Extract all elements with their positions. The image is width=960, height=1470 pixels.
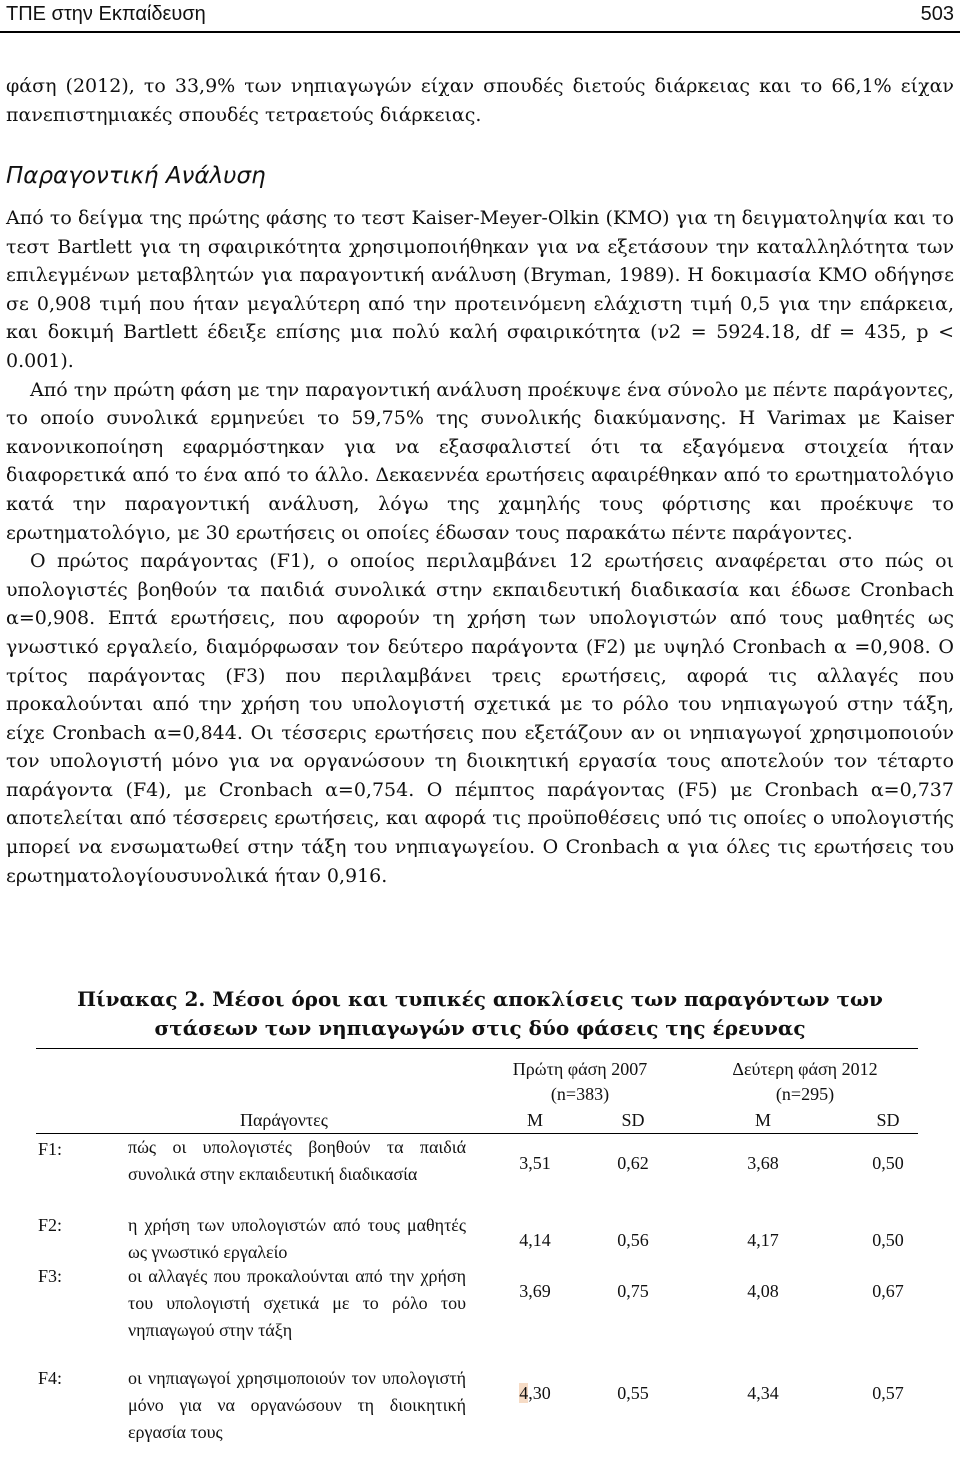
factor-description: οι νηπιαγωγοί χρησιμοποιούν τον υπολογιστή μόνο για να οργανώσουν τη διοικητική εργασία τους — [128, 1368, 466, 1442]
factor-description: η χρήση των υπολογιστών από τους μαθητές ως γνωστικό εργαλείο — [128, 1215, 466, 1262]
m1-value: 4,14 — [519, 1230, 551, 1250]
sd1-value: 0,56 — [617, 1230, 649, 1250]
sd2-value: 0,57 — [872, 1383, 904, 1403]
sd2-value: 0,50 — [872, 1153, 904, 1173]
sd1-value: 0,62 — [617, 1153, 649, 1173]
factor-id: F4: — [38, 1368, 63, 1388]
factor-id: F3: — [38, 1266, 63, 1286]
paragraph-cronbach: Ο πρώτος παράγοντας (F1), ο οποίος περιλαμβάνει 12 ερωτήσεις αναφέρεται στο πώς οι υπολογιστές βοηθούν τα παιδιά συνολικά στην εκπαιδευτική διαδικασία και έδωσε Cronbach α=0,908. Επτά ερωτήσεις, που αφορούν τη χρήση των υπολογιστών από τους μαθητές ως γνωστικό εργαλείο, διαμόρφωσαν τον δεύτερο παράγοντα (F2) με υψηλό Cronbach α =0,908. Ο τρίτος παράγοντας (F3) που περιλαμβάνει τρεις ερωτήσεις, αφορά τις αλλαγές που προκαλούνται από την χρήση του υπολογιστή σχετικά με το ρόλο του νηπιαγωγού στην τάξη, είχε Cronbach α=0,844. Οι τέσσερις ερωτήσεις που εξετάζουν αν οι νηπιαγωγοί χρησιμοποιούν τον υπολογιστή μόνο για να οργανώσουν τη διοικητική εργασία τους αποτελούν τον τέταρτο παράγοντα (F4), με Cronbach α=0,754. Ο πέμπτος παράγοντας (F5) με Cronbach α=0,737 αποτελείται από τέσσερεις ερωτήσεις, και αφορά τις προϋποθέσεις υπό τις οποίες ο υπολογιστής μπορεί να ενσωματωθεί στην τάξη του νηπιαγωγείου. Ο Cronbach α για όλες τις ερωτήσεις του ερωτηματολογίουσυνολικά ήταν 0,916. — [6, 550, 954, 887]
body-text-block — [6, 204, 954, 890]
m2-value: 4,17 — [747, 1230, 779, 1250]
m1-value — [490, 1381, 580, 1405]
col-header-sd1: SD — [621, 1110, 645, 1130]
factor-description: οι αλλαγές που προκαλούνται από την χρήση του υπολογιστή σχετικά με το ρόλο του νηπιαγωγού στην τάξη — [128, 1266, 466, 1340]
col-header-m2: M — [754, 1110, 771, 1130]
sd2-value: 0,67 — [872, 1281, 904, 1301]
section-heading: Παραγοντική Ανάλυση — [6, 163, 266, 189]
paragraph-factors: Από την πρώτη φάση με την παραγοντική ανάλυση προέκυψε ένα σύνολο με πέντε παράγοντες, το οποίο συνολικά ερμηνεύει το 59,75% της συνολικής διακύμανσης. Η Varimax με Kaiser κανονικοποίηση εφαρμόστηκαν για να εξασφαλιστεί ότι τα εξαγόμενα στοιχεία ήταν διαφορετικά από το ένα από το άλλο. Δεκαεννέα ερωτήσεις αφαιρέθηκαν από το ερωτηματολόγιο κατά την παραγοντική ανάλυση, λόγω της χαμηλής τους φόρτισης και προέκυψε το ερωτηματολόγιο, με 30 ερωτήσεις οι οποίες έδωσαν τους παρακάτω πέντε παράγοντες. — [6, 378, 954, 544]
sd1-value: 0,75 — [617, 1281, 649, 1301]
factor-id: F1: — [38, 1139, 63, 1159]
sd1-value: 0,55 — [617, 1383, 649, 1403]
running-header — [0, 0, 960, 33]
table-caption: Πίνακας 2. Μέσοι όροι και τυπικές αποκλίσεις των παραγόντων των στάσεων των νηπιαγωγών στις δύο φάσεις της έρευνας — [77, 987, 883, 1040]
col-header-m1: M — [526, 1110, 543, 1130]
factor-id: F2: — [38, 1215, 63, 1235]
highlighted-digit: 4 — [519, 1383, 529, 1403]
col-header-factors: Παράγοντες — [240, 1110, 328, 1130]
m1-value: 3,69 — [519, 1281, 551, 1301]
m1-value-rest: ,30 — [528, 1383, 551, 1403]
m2-value: 3,68 — [747, 1153, 779, 1173]
phase1-title: Πρώτη φάση 2007 — [512, 1059, 648, 1079]
m2-value: 4,34 — [747, 1383, 779, 1403]
sd2-value: 0,50 — [872, 1230, 904, 1250]
journal-title: ΤΠΕ στην Εκπαίδευση — [6, 3, 206, 25]
page-number: 503 — [920, 3, 954, 25]
phase2-n: (n=295) — [775, 1084, 835, 1104]
m1-value: 3,51 — [519, 1153, 551, 1173]
m2-value: 4,08 — [747, 1281, 779, 1301]
phase1-n: (n=383) — [550, 1084, 610, 1104]
paragraph-kmo: Από το δείγμα της πρώτης φάσης το τεστ Kaiser-Meyer-Olkin (KMO) για τη δειγματοληψία και το τεστ Bartlett για τη σφαιρικότητα χρησιμοποιήθηκαν για να εξετάσουν την καταλληλότητα των επιλεγμένων μεταβλητών για παραγοντική ανάλυση (Bryman, 1989). Η δοκιμασία KMO οδήγησε σε 0,908 τιμή που ήταν μεγαλύτερη από την προτεινόμενη ελάχιστη τιμή 0,5 για την επάρκεια, και δοκιμή Bartlett έδειξε επίσης μια πολύ καλή σφαιρικότητα (ν2 = 5924.18, df = 435, p < 0.001). — [6, 207, 954, 372]
intro-text-block — [6, 72, 954, 129]
phase2-title: Δεύτερη φάση 2012 — [732, 1059, 878, 1079]
col-header-sd2: SD — [876, 1110, 900, 1130]
intro-paragraph: φάση (2012), το 33,9% των νηπιαγωγών είχαν σπουδές διετούς διάρκειας και το 66,1% είχαν πανεπιστημιακές σπουδές τετραετούς διάρκειας. — [6, 75, 954, 126]
factor-description: πώς οι υπολογιστές βοηθούν τα παιδιά συνολικά στην εκπαιδευτική διαδικασία — [128, 1137, 466, 1184]
table-top-rule — [36, 1048, 918, 1049]
